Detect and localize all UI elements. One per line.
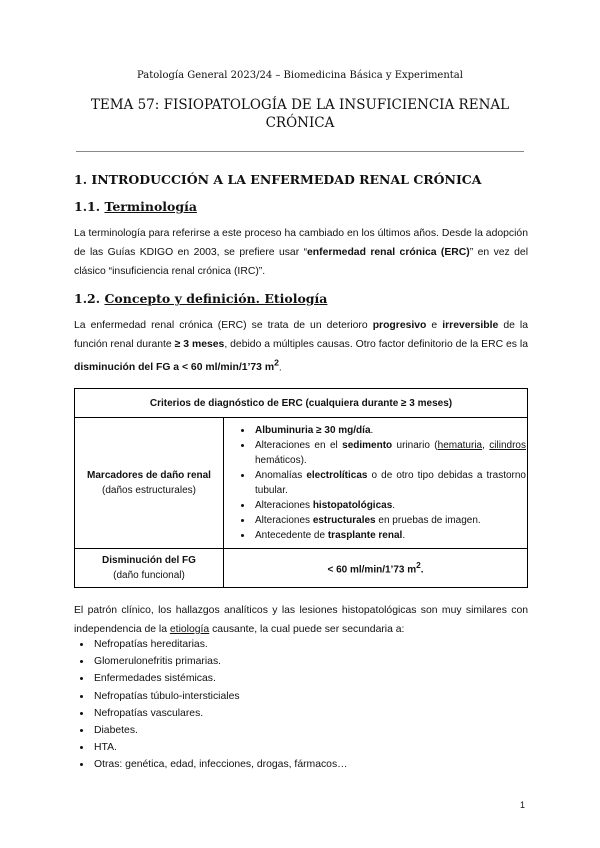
bold-term: sedimento <box>342 440 393 451</box>
text-run: Antecedente de <box>255 530 328 541</box>
table-row <box>75 418 528 549</box>
row-label: Marcadores de daño renal <box>87 470 211 481</box>
subsection-number: 1.1. <box>74 199 101 214</box>
text-run: . <box>402 530 406 541</box>
list-item <box>253 438 526 468</box>
bold-term: Albuminuria ≥ 30 mg/día <box>255 425 371 436</box>
list-item: • Glomerulonefritis primarias. <box>92 653 348 670</box>
bold-term: histopatológicas <box>312 500 393 511</box>
subsection-number: 1.2. <box>74 291 101 306</box>
list-item <box>253 498 526 513</box>
text-run: o de otro tipo debidas a trastorno tubular. <box>255 470 526 496</box>
text-run: ” en vez del clásico “insuficiencia renal crónica (IRC)”. <box>74 247 528 277</box>
text-run: El patrón clínico, los hallazgos analíticos y las lesiones histopatológicas son muy similares con independencia de la <box>74 605 528 635</box>
superscript: 2 <box>274 358 279 368</box>
text-run: Alteraciones <box>255 515 313 526</box>
underlined-term: hematuria <box>437 440 483 451</box>
table-header: Criterios de diagnóstico de ERC (cualquiera durante ≥ 3 meses) <box>75 389 528 418</box>
fg-threshold-cell <box>224 549 528 588</box>
text-run: e <box>426 320 443 331</box>
subsection-heading-concepto <box>74 291 327 306</box>
markers-cell <box>224 418 528 549</box>
list-item: • Nefropatías hereditarias. <box>92 636 348 653</box>
list-item: • Enfermedades sistémicas. <box>92 670 348 687</box>
text-run: de la función renal durante <box>74 320 528 350</box>
table-row <box>75 549 528 588</box>
text-run: . <box>370 425 374 436</box>
title-divider <box>76 151 524 152</box>
text-run: . <box>278 362 282 374</box>
subsection-heading-terminologia <box>74 199 197 214</box>
list-item: • Otras: genética, edad, infecciones, drogas, fármacos… <box>92 756 348 773</box>
text-run: Alteraciones <box>255 500 313 511</box>
subsection-title: Concepto y definición. Etiología <box>104 291 328 306</box>
text-run: en pruebas de imagen. <box>375 515 481 526</box>
row-sublabel: (daños estructurales) <box>102 485 196 496</box>
bold-term: electrolíticas <box>306 470 368 481</box>
page-header: Patología General 2023/24 – Biomedicina Básica y Experimental <box>137 70 463 81</box>
text-run: . <box>420 564 424 576</box>
page-title: TEMA 57: FISIOPATOLOGÍA DE LA INSUFICIENCIA RENAL CRÓNICA <box>90 97 510 131</box>
list-item <box>253 423 526 438</box>
text-run: Anomalías <box>255 470 307 481</box>
text-run: urinario ( <box>392 440 438 451</box>
bold-term: ≥ 3 meses <box>174 339 225 350</box>
bold-term <box>74 358 279 374</box>
text-run: , debido a múltiples causas. Otro factor definitorio de la ERC es la <box>224 339 529 350</box>
page-number: 1 <box>520 800 526 810</box>
list-item: • Diabetes. <box>92 722 348 739</box>
etiology-paragraph <box>74 601 528 639</box>
row-label-cell <box>75 418 224 549</box>
subsection-title: Terminología <box>104 199 197 214</box>
list-item: • Nefropatías vasculares. <box>92 705 348 722</box>
section-heading-intro: 1. INTRODUCCIÓN A LA ENFERMEDAD RENAL CRÓNICA <box>74 172 482 187</box>
text-run: disminución del FG a < 60 ml/min/1’73 m <box>74 362 275 374</box>
row-sublabel: (daño funcional) <box>113 570 185 581</box>
list-item <box>253 468 526 498</box>
superscript: 2 <box>416 560 421 571</box>
bold-term: estructurales <box>312 515 376 526</box>
bold-term: progresivo <box>372 320 427 331</box>
text-run: hemáticos). <box>255 455 307 466</box>
diagnostic-criteria-table <box>74 388 528 588</box>
text-run: La enfermedad renal crónica (ERC) se trata de un deterioro <box>74 320 373 331</box>
list-item <box>253 528 526 543</box>
bold-term: enfermedad renal crónica (ERC) <box>307 247 470 258</box>
list-item <box>253 513 526 528</box>
bold-term: irreversible <box>442 320 499 331</box>
row-label: Disminución del FG <box>102 555 196 566</box>
markers-list <box>225 423 526 543</box>
underlined-term: cilindros <box>489 440 526 451</box>
text-run: La terminología para referirse a este proceso ha cambiado en los últimos años. Desde la adopción de las Guías KDIGO en 2003, se prefiere usar “ <box>74 228 528 258</box>
row-label-cell <box>75 549 224 588</box>
list-item: • Nefropatías túbulo-intersticiales <box>92 688 348 705</box>
text-run: Alteraciones en el <box>255 440 343 451</box>
bold-term: trasplante renal <box>327 530 403 541</box>
text-run: , <box>482 440 490 451</box>
underlined-term: etiología <box>169 624 210 635</box>
text-run: . <box>392 500 396 511</box>
text-run: causante, la cual puede ser secundaria a: <box>209 624 405 635</box>
causes-list <box>74 636 348 774</box>
list-item: • HTA. <box>92 739 348 756</box>
terminologia-paragraph <box>74 224 528 281</box>
text-run: < 60 ml/min/1’73 m <box>327 564 417 576</box>
concepto-paragraph <box>74 316 528 377</box>
